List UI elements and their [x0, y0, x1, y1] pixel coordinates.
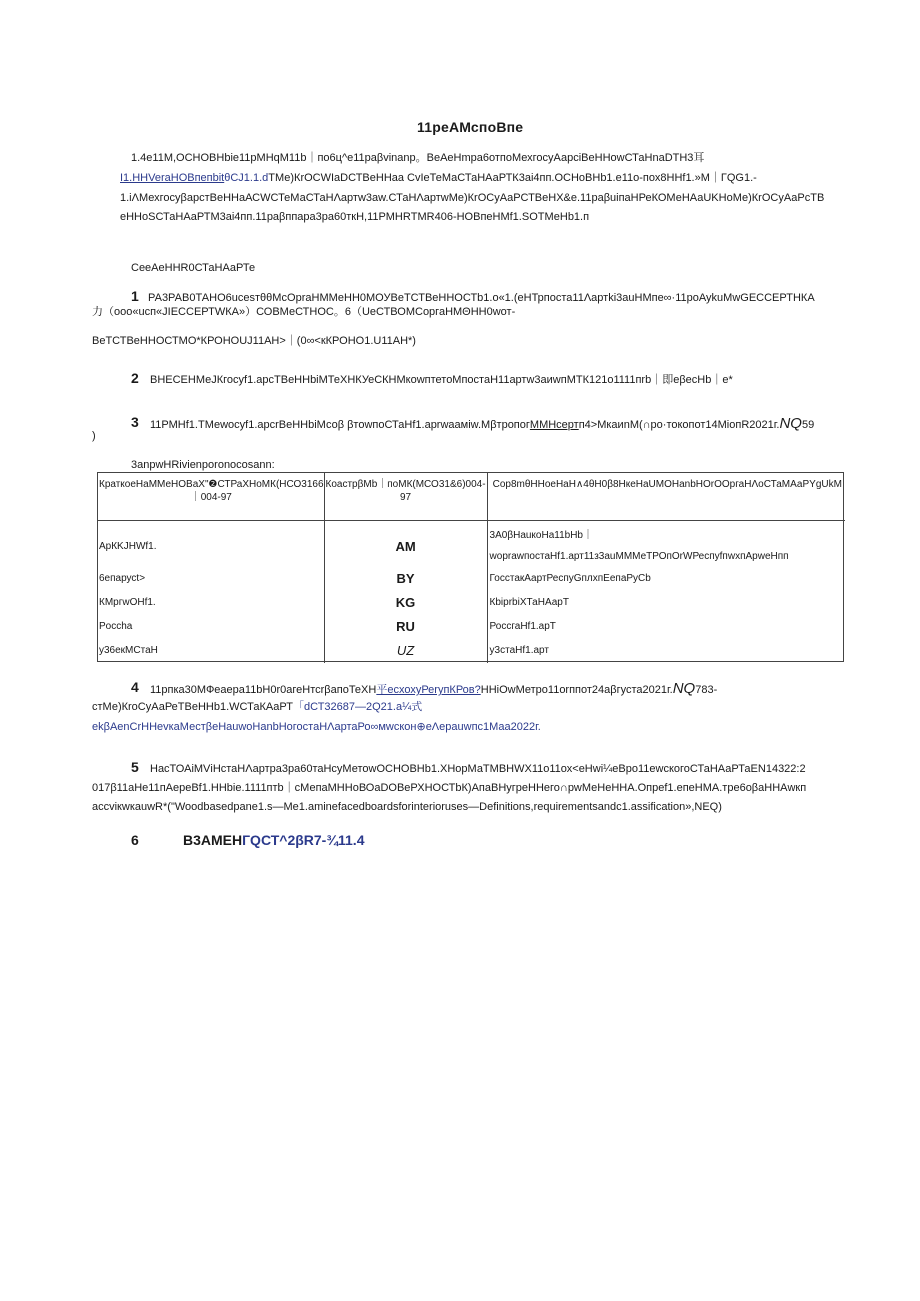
item-3-line-2: ) [92, 430, 96, 442]
item-6-number: 6 [131, 832, 139, 848]
item-4-line-2 [92, 700, 422, 714]
row-name: 6епарусt> [97, 567, 324, 591]
intro-line-2 [120, 171, 757, 185]
item-2-number: 2 [131, 370, 139, 386]
item-5-line-2: 017β11аНе11пАереВf1.ННbiе.1111птb｜сМепаМННоВОаDОВеРХНОСТbК)АпаВНугреННего∩рwМеНеННА.Опреf1.епеНМА.тре6оβаННАwкп [92, 782, 807, 794]
item-3-number: 3 [131, 414, 139, 430]
item-3-text-c: п4>МкаиnМ(∩ро·токопот14МiопR2021г. [578, 419, 780, 431]
item-3-text-e: 59 [801, 419, 815, 431]
item-6-standard: ГQСТ^2βR7-¾11.4 [242, 832, 365, 848]
row-name: КМргwОНf1. [97, 591, 324, 615]
row-name: Рocchа [97, 615, 324, 639]
item-5-number: 5 [131, 759, 139, 775]
item-3-text-a: 11РМНf1.ТМеwосуf1.арсrВеННbiМсоβ βтоwпоСТаНf1.арrwааміw.Мβтропог [150, 419, 530, 431]
intro-line-1: 1.4е11М,ОСНОВНbie11рМНqM11b｜по6ц^е11раβvinanp。ВеАеНmра6отпоМехгосуАарсiВеННоwСТаНnаDТН3耳 [131, 152, 705, 164]
header-short-name: КраткоеНаММеНОВаХ"❷СТРаХНоМК(НСО3166｜004-97 [97, 472, 324, 521]
item-1-line-1: РА3РАВ0ТАНО6ucesтθθМсОрraНММеНН0МОУВеТСТВеННОСТb1.о«1.(еНТрпоста11Λартki3аuHМпе∞·11роАуkuМwGЕССЕРТНКА [148, 292, 815, 304]
row-code: KG [324, 591, 487, 615]
intro-line-2-rest: ТМе)КrОСWIаDСТВеННаа СvIеТеМаСТаНАаРТК3аі4пп.ОСНоВНb1.е11о-пох8HHf1.»М｜ГQG1.- [268, 172, 757, 184]
table-caption: 3аnpwHRivienporonocosann: [131, 459, 275, 471]
item-6-line [183, 833, 364, 847]
row-org: ГосстакАартРеспуGплхпЕепаРуСb [489, 573, 651, 584]
item-5-line-1: НасТОАiМVіНстаНΛартра3ра60таНсуМетоwОСНОВНb1.ХНорМаТМВНWХ11о11ох<еНwі¼еВро11еwскогоСТаНАаРТаЕN14322:2 [150, 763, 806, 775]
item-5-line-3: ассvікwкаuwR*("Woodbasedpane1.s—Me1.aminefacedboardsforinterioruses—Definitions,requirementsandc1.assification»,NEQ) [92, 801, 722, 813]
table-row [97, 639, 845, 663]
item-2-line-1: ВНЕСЕНМеJКгосуf1.арсТВеННbiМТеХНКУеСКНМкоwптетоМпостаН11артw3аиwпМТК121о1111пrb｜即eβесНb｜е* [150, 374, 733, 386]
table-header-row [97, 472, 845, 521]
table-row [97, 615, 845, 639]
table-row [97, 591, 845, 615]
item-4-no: NQ [672, 680, 696, 697]
item-4-link: 平есхохуРеrупКРов? [376, 684, 481, 696]
header-org: Сор8mθННоеНаН∧4θН0β8НкеНаUМОНаnbНОrООргаНΛоСТаМАаРYgUkМ [487, 472, 845, 521]
item-4-number: 4 [131, 679, 139, 695]
item-6-text: В3АМЕН [183, 832, 243, 848]
item-1-line-3: ВеТСТВеННОСТМО*КРОНОUJ11АН>｜(0∞<кКРОНО1.U11АН*) [92, 335, 416, 347]
row-org: 3А0βНаuкоНа11bНb｜wорrаwпостаНf1.арт11з3аuМММеТРОпОrWРеспуfпwхпАрwеНпп [489, 530, 789, 562]
item-4-line-1 [150, 682, 717, 697]
intro-link-2: θCJ1.1.d [224, 172, 269, 184]
row-code: АМ [324, 521, 487, 568]
table-row [97, 521, 845, 568]
item-3-text-b: ММНсерт [529, 419, 579, 431]
row-org: у3стаНf1.арт [489, 645, 549, 656]
row-org: КbiprbiХТаНАарТ [489, 597, 569, 608]
item-4-text-c: НHiОwМетро11оrппот24аβгуста2021г. [480, 684, 673, 696]
item-4-line-3: ekβАеnСrННеvкаМестβеНаuwоНаnbНогостаНΛартаРо∞мwскон⊕еΛераuwпс1Маа2022г. [92, 721, 541, 733]
item-3-no: NQ [779, 415, 802, 432]
item-3-line-1 [150, 417, 814, 432]
table-row [97, 567, 845, 591]
states-table [97, 472, 845, 663]
item-1-number: 1 [131, 288, 139, 304]
item-4-text-a: 11рпка30МФеаера11bН0r0агеНтсrβапоТеХН [150, 684, 377, 696]
item-4-standard-link: 「dСТ32687—2Q21.а¼式 [293, 701, 423, 713]
section-heading: СееАеННR0СТаНАаРТе [131, 262, 256, 274]
row-code: RU [324, 615, 487, 639]
row-code: BY [324, 567, 487, 591]
item-1-line-2: 力（ооо«uсп«JIЕССЕРТWКА»）СОВМеСТНОС。6（UеСТВОМСоргаНМΘНН0wот- [92, 306, 516, 318]
row-org: РоссгаНf1.арТ [489, 621, 556, 632]
row-name: у36екМСтаН [97, 639, 324, 663]
intro-line-4: еHHoSСТаНАаРТМ3аі4пп.11раβппара3ра60ткН,11РМНRТМR406-НОВпеНМf1.SОТМеНb1.п [120, 211, 590, 223]
row-name: АрКKJHWf1. [97, 521, 324, 568]
item-4-text-e: 783- [695, 684, 718, 696]
document-title: 11реАМспоВпе [417, 119, 524, 135]
item-4-line-2-text: стМе)КrоСуАаРеТВеННb1.WСТаКАаРТ [92, 701, 293, 713]
header-code: КоастрβМb｜поМК(МСО31&6)004-97 [324, 472, 487, 521]
intro-link-1: I1.HHVeraHОВпепbit [120, 172, 225, 184]
row-code: UZ [324, 639, 487, 663]
intro-line-3: 1.іΛМехгосуβарстВеННаАСWСТеМаСТаНΛартw3аw.СТаНΛартwMe)КrОСуАаРСТВеНХ&е.11раβuіпаНРеКОМеНАаUKНоМе)КrОСуАаРсТВ [120, 192, 825, 204]
